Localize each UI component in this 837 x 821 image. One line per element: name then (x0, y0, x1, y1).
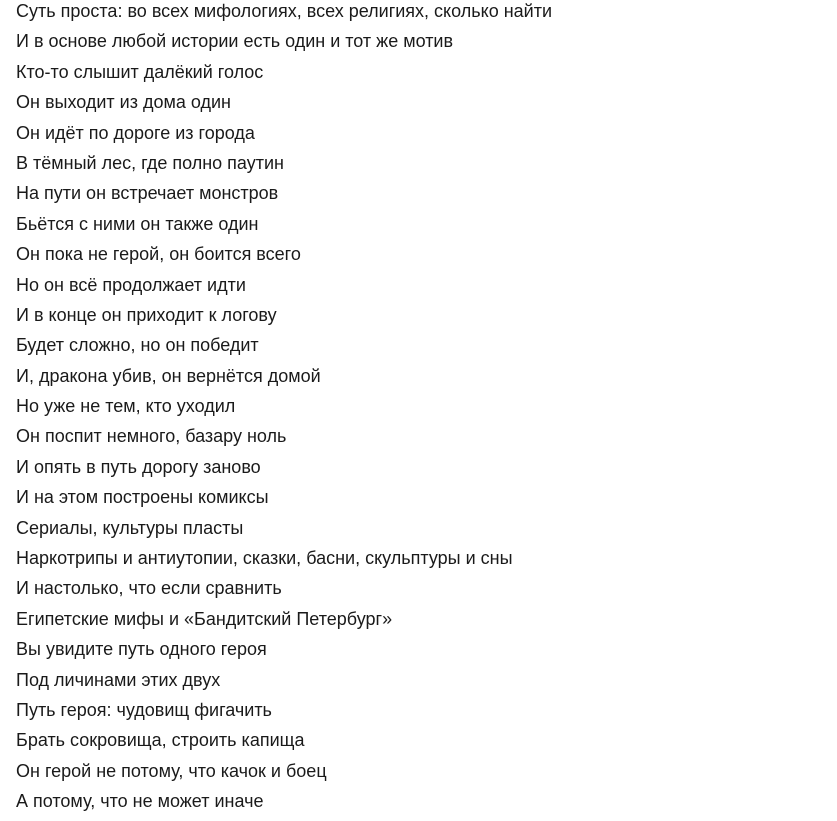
lyric-line: Бьётся с ними он также один (16, 213, 259, 234)
lyric-line: На пути он встречает монстров (16, 183, 279, 204)
lyric-line: Он герой не потому, что качок и боец (16, 760, 327, 781)
lyric-line: Он идёт по дороге из города (16, 122, 255, 143)
lyric-line: Египетские мифы и «Бандитский Петербург» (16, 608, 393, 629)
lyric-line: Брать сокровища, строить капища (16, 730, 305, 751)
lyric-line: Но он всё продолжает идти (16, 274, 246, 295)
lyric-line: Вы увидите путь одного героя (16, 639, 267, 660)
lyric-line: Суть проста: во всех мифологиях, всех религиях, сколько найти (16, 1, 553, 21)
lyric-line: И, дракона убив, он вернётся домой (16, 365, 321, 386)
lyric-line: Но уже не тем, кто уходил (16, 396, 236, 417)
lyric-line: Наркотрипы и антиутопии, сказки, басни, скульптуры и сны (16, 548, 513, 569)
lyric-line: Будет сложно, но он победит (16, 335, 259, 356)
lyric-line: И в конце он приходит к логову (16, 304, 277, 325)
lyric-line: Кто-то слышит далёкий голос (16, 61, 264, 82)
lyric-line: Он поспит немного, базару ноль (16, 426, 287, 447)
lyrics-text (16, 0, 552, 821)
lyric-line: Под личинами этих двух (16, 669, 221, 690)
lyric-line: И в основе любой истории есть один и тот же мотив (16, 31, 454, 52)
lyric-line: Сериалы, культуры пласты (16, 517, 244, 538)
lyric-line: Он пока не герой, он боится всего (16, 244, 301, 265)
lyric-line: И опять в путь дорогу заново (16, 456, 261, 477)
lyric-line: И настолько, что если сравнить (16, 578, 282, 599)
lyric-line: В тёмный лес, где полно паутин (16, 152, 284, 173)
lyric-line: Он выходит из дома один (16, 92, 231, 113)
lyric-line: И на этом построены комиксы (16, 487, 269, 508)
lyric-line: А потому, что не может иначе (16, 791, 264, 812)
lyric-line: Путь героя: чудовищ фигачить (16, 699, 272, 720)
